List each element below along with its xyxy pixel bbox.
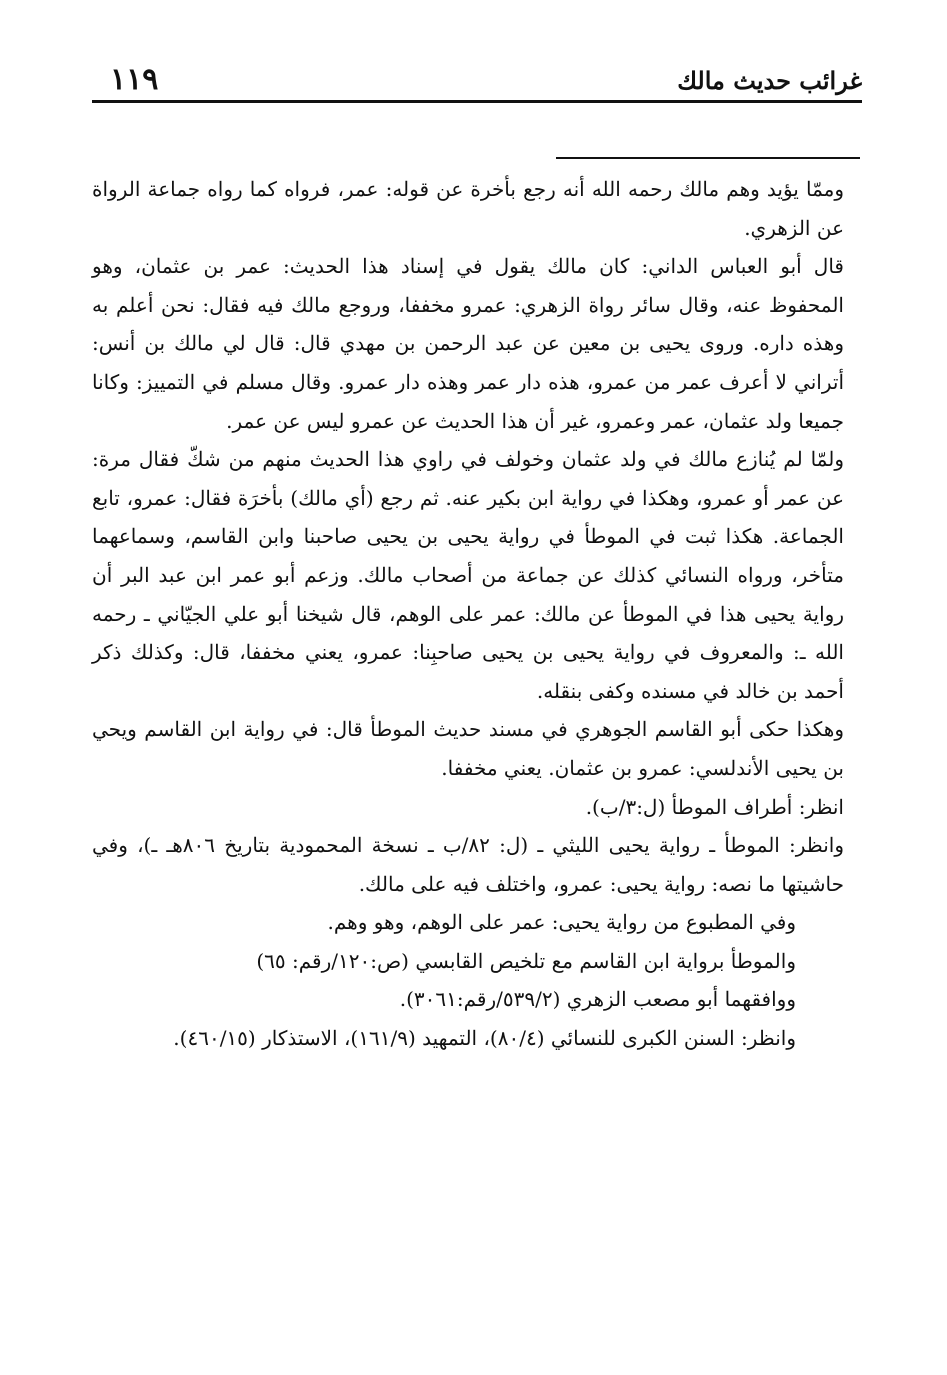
note-paragraph-indented: والموطأ برواية ابن القاسم مع تلخيص القابسي (ص:١٢٠/رقم: ٦٥) <box>256 948 796 973</box>
page-number: ١١٩ <box>110 62 159 97</box>
note-paragraph: ولمّا لم يُنازع مالك في ولد عثمان وخولف في راوي هذا الحديث منهم من شكّ فقال مرة: عن عمر أو عمرو، وهكذا في رواية ابن بكير عنه. ثم رجع (أي مالك) بأخرَة فقال: عمرو، تابع الجماعة. هكذا ثبت في الموطأ في رواية يحيى بن يحيى صاحبنا وابن القاسم، وسماعهما متأخر، ورواه النسائي كذلك عن جماعة من أصحاب مالك. وزعم أبو عمر ابن عبد البر أن رواية يحيى هذا في الموطأ عن مالك: عمر على الوهم، قال شيخنا أبو علي الجيّاني ـ رحمه الله ـ: والمعروف في رواية يحيى بن يحيى صاحبِنا: عمرو، يعني مخففا، قال: وكذلك ذكر أحمد بن خالد في مسنده وكفى بنقله. <box>92 447 845 703</box>
note-paragraph: قال أبو العباس الداني: كان مالك يقول في إسناد هذا الحديث: عمر بن عثمان، وهو المحفوظ عنه، وقال سائر رواة الزهري: عمرو مخففا، وروجع مالك فيه فقال: نحن أعلم به وهذه داره. وروى يحيى بن معين عن عبد الرحمن بن مهدي قال: قال لي مالك بن أنس: أتراني لا أعرف عمر من عمرو، هذه دار عمر وهذه دار عمرو. وقال مسلم في التمييز: وكانا جميعا ولد عثمان، عمر وعمرو، غير أن هذا الحديث عن عمرو ليس عن عمر. <box>92 254 844 433</box>
note-paragraph-indented: وفي المطبوع من رواية يحيى: عمر على الوهم، وهو وهم. <box>327 910 796 935</box>
note-paragraph: وهكذا حكى أبو القاسم الجوهري في مسند حديث الموطأ قال: في رواية ابن القاسم ويحي بن يحيى الأندلسي: عمرو بن عثمان. يعني مخففا. <box>92 717 844 780</box>
note-paragraph-indented: وانظر: السنن الكبرى للنسائي (٨٠/٤)، التمهيد (١٦١/٩)، الاستذكار (٤٦٠/١٥). <box>173 1026 796 1051</box>
note-paragraph: وممّا يؤيد وهم مالك رحمه الله أنه رجع بأخرة عن قوله: عمر، فرواه كما رواه جماعة الرواة عن الزهري. <box>92 177 844 240</box>
footnote-separator <box>556 157 860 159</box>
note-paragraph: وانظر: الموطأ ـ رواية يحيى الليثي ـ (ل: ٨٢/ب ـ نسخة المحمودية بتاريخ ٨٠٦هـ ـ)، وفي حاشيتها ما نصه: رواية يحيى: عمرو، واختلف فيه على مالك. <box>92 833 844 896</box>
note-paragraph: انظر: أطراف الموطأ (ل:٣/ب). <box>585 794 844 819</box>
header-rule <box>92 100 862 103</box>
note-paragraph-indented: ووافقهما أبو مصعب الزهري (٥٣٩/٢/رقم:٣٠٦١). <box>399 987 796 1012</box>
running-header <box>92 62 862 102</box>
footnote-text <box>92 170 844 1058</box>
running-title: غرائب حديث مالك <box>677 66 862 95</box>
